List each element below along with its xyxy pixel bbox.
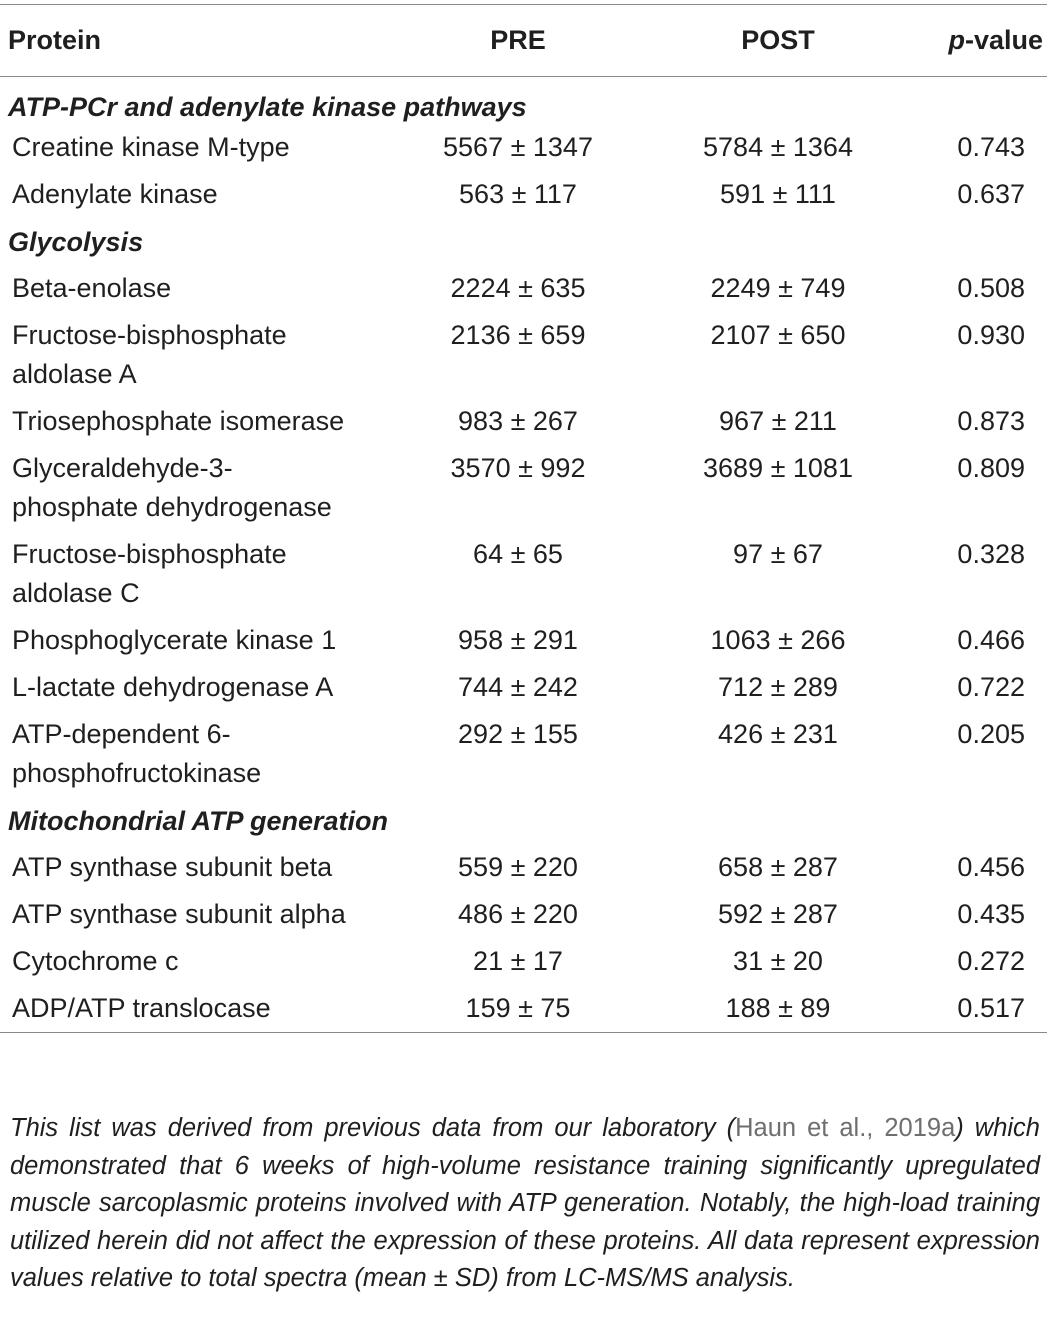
table-caption [10,1110,1040,1298]
table-row [0,844,1047,891]
cell-protein: ATP synthase subunit beta [12,852,333,882]
cell-p-value: 0.328 [957,539,1025,569]
header-p-rest: -value [964,25,1043,55]
cell-p-value: 0.722 [957,672,1025,702]
cell-protein: Phosphoglycerate kinase 1 [12,625,337,655]
cell-protein: Creatine kinase M-type [12,132,290,162]
cell-p-value: 0.508 [957,273,1025,303]
cell-post: 2107 ± 650 [710,320,846,350]
cell-pre: 983 ± 267 [458,406,578,436]
cell-p-value: 0.435 [957,899,1025,929]
section-header-row [0,77,1047,125]
section-title: Mitochondrial ATP generation [8,806,389,836]
cell-pre: 559 ± 220 [458,852,578,882]
citation-link[interactable]: Haun et al., 2019a [735,1114,956,1142]
caption-text-after: ) which demonstrated that 6 weeks of high-volume resistance training significantly upregulated muscle sarcoplasmic proteins involved with ATP generation. Notably, the high-load training utilized herein did not affect the expression of these proteins. All data represent expression values relative to total spectra (mean ± SD) from LC-MS/MS analysis. [10,1114,1040,1293]
cell-protein: Cytochrome c [12,946,179,976]
header-protein: Protein [8,25,102,55]
table-row [0,617,1047,664]
table-row [0,398,1047,445]
section-title: Glycolysis [8,227,144,257]
cell-p-value: 0.743 [957,132,1025,162]
cell-pre: 159 ± 75 [465,993,571,1023]
table-row [0,171,1047,218]
cell-pre: 2136 ± 659 [450,320,586,350]
cell-pre: 563 ± 117 [459,179,577,209]
table-body [0,77,1047,1033]
section-header-row [0,218,1047,265]
cell-post: 31 ± 20 [733,946,823,976]
table-row [0,124,1047,171]
header-pre: PRE [490,25,546,55]
cell-p-value: 0.466 [957,625,1025,655]
header-p-italic: p [948,25,965,55]
cell-protein: ATP-dependent 6-phosphofructokinase [12,719,262,788]
cell-p-value: 0.517 [957,993,1025,1023]
cell-post: 1063 ± 266 [710,625,846,655]
cell-protein: Glyceraldehyde-3-phosphate dehydrogenase [12,453,332,522]
cell-protein: Beta-enolase [12,273,172,303]
cell-pre: 486 ± 220 [458,899,578,929]
cell-pre: 292 ± 155 [458,719,578,749]
cell-pre: 64 ± 65 [473,539,563,569]
cell-protein: L-lactate dehydrogenase A [12,672,334,702]
cell-protein: Fructose-bisphosphate aldolase C [12,539,287,608]
table-row [0,891,1047,938]
cell-post: 188 ± 89 [725,993,831,1023]
table-row [0,985,1047,1033]
protein-table [0,4,1047,1033]
cell-post: 97 ± 67 [733,539,823,569]
table-row [0,265,1047,312]
cell-protein: Adenylate kinase [12,179,218,209]
cell-protein: ATP synthase subunit alpha [12,899,346,929]
cell-post: 5784 ± 1364 [703,132,853,162]
cell-pre: 21 ± 17 [473,946,563,976]
cell-pre: 3570 ± 992 [450,453,586,483]
cell-post: 967 ± 211 [719,406,837,436]
table-row [0,445,1047,531]
table-row [0,531,1047,617]
cell-p-value: 0.272 [957,946,1025,976]
caption-text-before: This list was derived from previous data from our laboratory ( [10,1114,736,1142]
table-row [0,664,1047,711]
cell-post: 712 ± 289 [718,672,838,702]
cell-protein: Fructose-bisphosphate aldolase A [12,320,287,389]
cell-p-value: 0.809 [957,453,1025,483]
cell-post: 2249 ± 749 [710,273,846,303]
cell-post: 658 ± 287 [718,852,838,882]
cell-pre: 2224 ± 635 [450,273,586,303]
section-title: ATP-PCr and adenylate kinase pathways [8,92,527,122]
cell-pre: 958 ± 291 [458,625,578,655]
cell-protein: ADP/ATP translocase [12,993,271,1023]
table-row [0,938,1047,985]
cell-post: 592 ± 287 [718,899,838,929]
table-header [0,5,1047,77]
table-row [0,312,1047,398]
cell-post: 3689 ± 1081 [703,453,853,483]
cell-p-value: 0.205 [957,719,1025,749]
cell-post: 426 ± 231 [718,719,838,749]
cell-protein: Triosephosphate isomerase [12,406,345,436]
header-p-value [906,5,1047,77]
table-row [0,711,1047,797]
header-post: POST [741,25,815,55]
cell-p-value: 0.930 [957,320,1025,350]
section-header-row [0,797,1047,844]
cell-pre: 5567 ± 1347 [443,132,593,162]
cell-p-value: 0.873 [957,406,1025,436]
cell-post: 591 ± 111 [720,179,836,209]
cell-p-value: 0.456 [957,852,1025,882]
cell-p-value: 0.637 [957,179,1025,209]
header-row [0,5,1047,77]
cell-pre: 744 ± 242 [458,672,578,702]
